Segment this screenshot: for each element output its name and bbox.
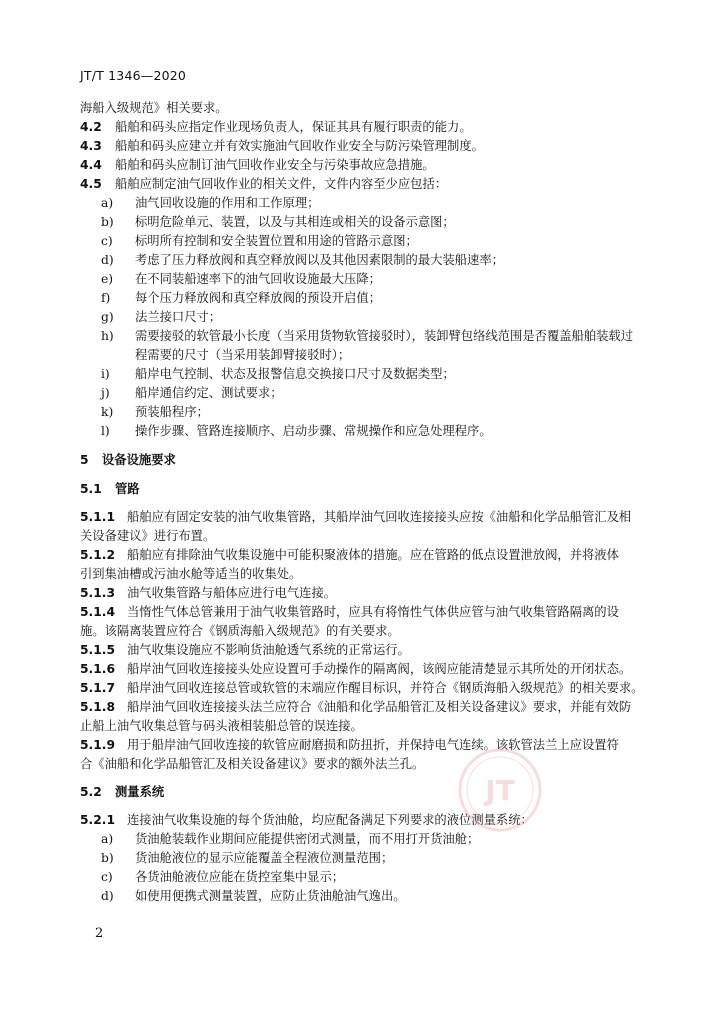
subsection-title: 管路 bbox=[115, 482, 140, 496]
section-heading bbox=[80, 451, 652, 470]
subsection-number: 5.2 bbox=[80, 785, 102, 799]
list-item-b bbox=[80, 213, 652, 232]
clause-5-1-6 bbox=[80, 660, 652, 679]
clause-text: 船岸油气回收连接总管或软管的末端应作醒目标识，并符合《钢质海船入级规范》的相关要求。 bbox=[127, 681, 644, 695]
item-text: 每个压力释放阀和真空释放阀的预设开启值； bbox=[135, 291, 381, 305]
clause-text: 施。该隔离装置应符合《钢质海船入级规范》的有关要求。 bbox=[80, 624, 400, 638]
list-item-h bbox=[80, 327, 652, 346]
page-number: 2 bbox=[95, 926, 104, 941]
clause-5-1-3 bbox=[80, 584, 652, 603]
clause-number: 4.3 bbox=[80, 139, 102, 153]
item-text: 需要接驳的软管最小长度（当采用货物软管接驳时），装卸臂包络线范围是否覆盖船舶装载过 bbox=[135, 329, 634, 343]
clause-4-4 bbox=[80, 156, 652, 175]
seal-watermark bbox=[455, 745, 545, 835]
clause-5-1-8 bbox=[80, 698, 652, 736]
clause-text: 船舶和码头应制订油气回收作业安全与污染事故应急措施。 bbox=[115, 158, 435, 172]
clause-number: 5.1.1 bbox=[80, 510, 116, 524]
item-text: 考虑了压力释放阀和真空释放阀以及其他因素限制的最大装船速率； bbox=[135, 253, 504, 267]
list-item-a bbox=[80, 830, 652, 849]
continuation-line: 海船入级规范》相关要求。 bbox=[80, 101, 228, 115]
list-item-c bbox=[80, 232, 652, 251]
clause-number: 4.2 bbox=[80, 120, 102, 134]
list-item-g bbox=[80, 308, 652, 327]
item-text: 船岸通信约定、测试要求； bbox=[135, 386, 283, 400]
item-letter: c) bbox=[101, 234, 113, 248]
item-text: 标明所有控制和安全装置位置和用途的管路示意图； bbox=[135, 234, 418, 248]
section-number: 5 bbox=[80, 453, 89, 467]
item-letter: g) bbox=[101, 310, 114, 324]
item-letter: f) bbox=[101, 291, 111, 305]
subsection-number: 5.1 bbox=[80, 482, 102, 496]
item-letter: a) bbox=[101, 196, 114, 210]
clause-number: 4.4 bbox=[80, 158, 102, 172]
list-item-a bbox=[80, 194, 652, 213]
clause-text: 船舶和码头应建立并有效实施油气回收作业安全与防污染管理制度。 bbox=[115, 139, 484, 153]
clause-4-5 bbox=[80, 175, 652, 194]
clause-4-2 bbox=[80, 118, 652, 137]
clause-number: 5.1.4 bbox=[80, 605, 116, 619]
item-letter: b) bbox=[101, 851, 114, 865]
item-letter: d) bbox=[101, 253, 114, 267]
clause-5-1-1 bbox=[80, 508, 652, 546]
clause-text: 当惰性气体总管兼用于油气收集管路时，应具有将惰性气体供应管与油气收集管路隔离的设 bbox=[127, 605, 619, 619]
item-text: 标明危险单元、装置，以及与其相连或相关的设备示意图； bbox=[135, 215, 455, 229]
clause-text: 合《油船和化学品船管汇及相关设备建议》要求的额外法兰孔。 bbox=[80, 757, 425, 771]
item-text: 油气回收设施的作用和工作原理； bbox=[135, 196, 320, 210]
clause-text: 船岸油气回收连接接头处应设置可手动操作的隔离阀，该阀应能清楚显示其所处的开闭状态。 bbox=[127, 662, 632, 676]
item-text: 各货油舱液位应能在货控室集中显示； bbox=[135, 870, 345, 884]
item-text: 货油舱液位的显示应能覆盖全程液位测量范围； bbox=[135, 851, 394, 865]
subsection-heading bbox=[80, 480, 652, 499]
clause-number: 5.1.6 bbox=[80, 662, 116, 676]
list-item-d bbox=[80, 251, 652, 270]
item-text: 法兰接口尺寸； bbox=[135, 310, 222, 324]
clause-number: 5.1.3 bbox=[80, 586, 116, 600]
list-item-l bbox=[80, 422, 652, 441]
item-letter: b) bbox=[101, 215, 114, 229]
clause-text: 船岸油气回收连接接头法兰应符合《油船和化学品船管汇及相关设备建议》要求，并能有效防 bbox=[127, 700, 632, 714]
clause-number: 5.1.5 bbox=[80, 643, 116, 657]
clause-text: 止船上油气收集总管与码头液相装船总管的误连接。 bbox=[80, 719, 363, 733]
clause-5-1-9 bbox=[80, 736, 652, 774]
item-text: 在不同装船速率下的油气回收设施最大压降； bbox=[135, 272, 381, 286]
clause-text: 船舶应有排除油气收集设施中可能积聚液体的措施。应在管路的低点设置泄放阀，并将液体 bbox=[127, 548, 619, 562]
list-item-c bbox=[80, 868, 652, 887]
item-letter: c) bbox=[101, 870, 113, 884]
list-item-h-continuation: 程需要的尺寸（当采用装卸臂接驳时）； bbox=[135, 348, 351, 362]
clause-5-1-2 bbox=[80, 546, 652, 584]
clause-4-3 bbox=[80, 137, 652, 156]
list-item-j bbox=[80, 384, 652, 403]
clause-number: 5.1.9 bbox=[80, 738, 116, 752]
item-letter: d) bbox=[101, 889, 114, 903]
clause-5-1-7 bbox=[80, 679, 652, 698]
clause-text: 船舶应有固定安装的油气收集管路，其船岸油气回收连接接头应按《油船和化学品船管汇及相 bbox=[127, 510, 632, 524]
list-item-d bbox=[80, 887, 652, 906]
item-text: 船岸电气控制、状态及报警信息交换接口尺寸及数据类型； bbox=[135, 367, 455, 381]
item-text: 预装船程序； bbox=[135, 405, 209, 419]
clause-text: 连接油气收集设施的每个货油舱，均应配备满足下列要求的液位测量系统： bbox=[127, 813, 533, 827]
standard-code-header: JT/T 1346—2020 bbox=[80, 68, 187, 83]
clause-text: 油气收集设施应不影响货油舱透气系统的正常运行。 bbox=[127, 643, 410, 657]
clause-number: 5.1.8 bbox=[80, 700, 116, 714]
item-text: 货油舱装载作业期间应能提供密闭式测量，而不用打开货油舱； bbox=[135, 832, 480, 846]
subsection-title: 测量系统 bbox=[115, 785, 165, 799]
clause-number: 5.2.1 bbox=[80, 813, 116, 827]
list-item-k bbox=[80, 403, 652, 422]
list-item-e bbox=[80, 270, 652, 289]
clause-text: 船舶和码头应指定作业现场负责人，保证其具有履行职责的能力。 bbox=[115, 120, 472, 134]
clause-text: 关设备建议》进行布置。 bbox=[80, 529, 216, 543]
clause-5-1-4 bbox=[80, 603, 652, 641]
clause-number: 5.1.7 bbox=[80, 681, 116, 695]
item-text: 操作步骤、管路连接顺序、启动步骤、常规操作和应急处理程序。 bbox=[135, 424, 492, 438]
subsection-heading bbox=[80, 783, 652, 802]
clause-number: 4.5 bbox=[80, 177, 102, 191]
list-item-b bbox=[80, 849, 652, 868]
clause-5-2-1 bbox=[80, 811, 652, 830]
clause-5-1-5 bbox=[80, 641, 652, 660]
clause-number: 5.1.2 bbox=[80, 548, 116, 562]
item-letter: j) bbox=[101, 386, 110, 400]
clause-text: 用于船岸油气回收连接的软管应耐磨损和防扭折，并保持电气连续。该软管法兰上应设置符 bbox=[127, 738, 619, 752]
item-letter: h) bbox=[101, 329, 114, 343]
item-letter: l) bbox=[101, 424, 110, 438]
item-letter: e) bbox=[101, 272, 114, 286]
svg-text:JT: JT bbox=[485, 774, 515, 807]
item-letter: a) bbox=[101, 832, 114, 846]
clause-text: 引到集油槽或污油水舱等适当的收集处。 bbox=[80, 567, 302, 581]
item-letter: i) bbox=[101, 367, 110, 381]
page-content bbox=[80, 99, 652, 906]
clause-text: 油气收集管路与船体应进行电气连接。 bbox=[127, 586, 337, 600]
section-title: 设备设施要求 bbox=[102, 453, 176, 467]
item-text: 如使用便携式测量装置，应防止货油舱油气逸出。 bbox=[135, 889, 406, 903]
list-item-i bbox=[80, 365, 652, 384]
clause-text: 船舶应制定油气回收作业的相关文件，文件内容至少应包括： bbox=[115, 177, 448, 191]
item-letter: k) bbox=[101, 405, 114, 419]
list-item-f bbox=[80, 289, 652, 308]
